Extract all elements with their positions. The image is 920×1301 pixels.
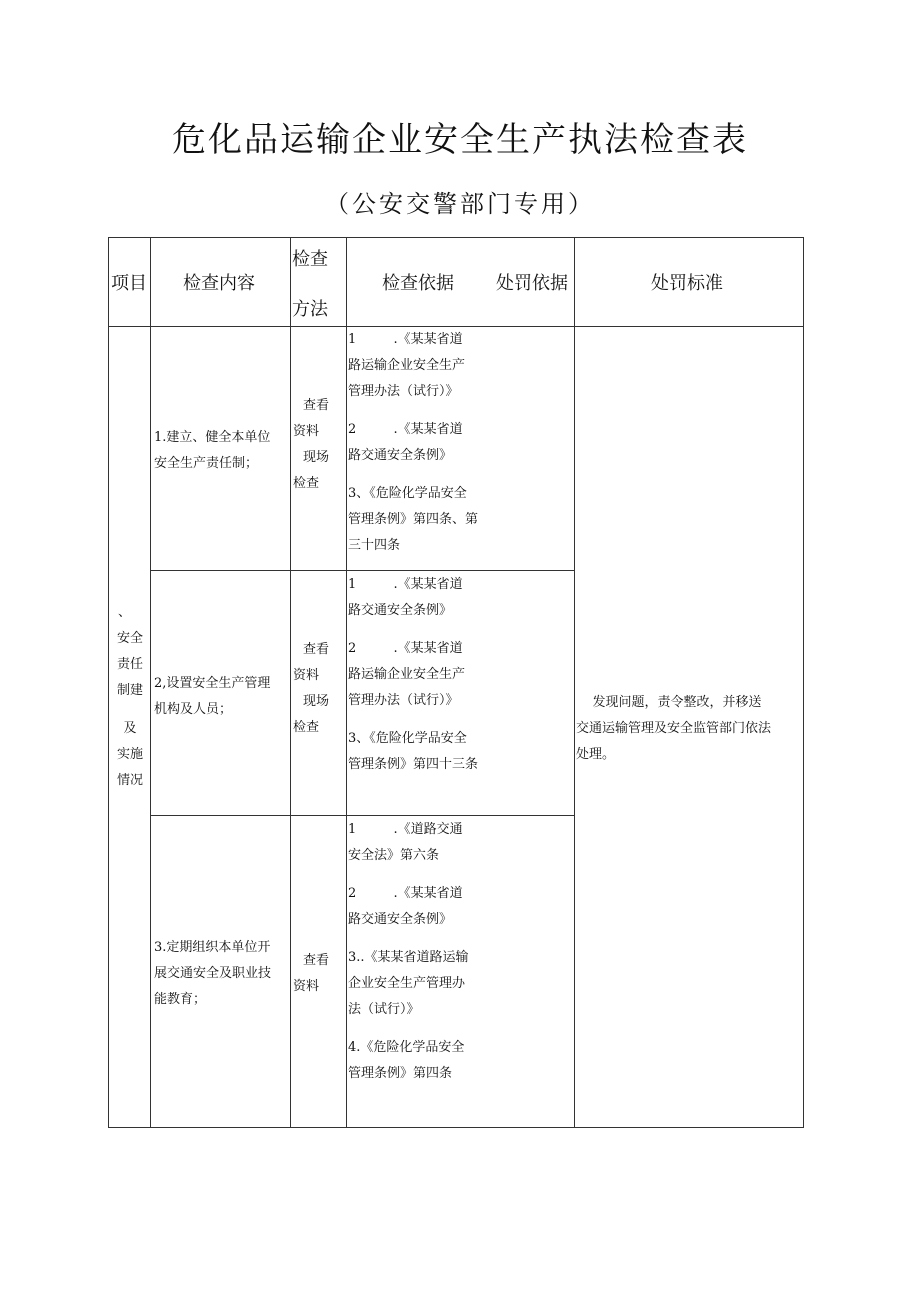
project-line: 及 <box>123 721 137 736</box>
project-line: 实施 <box>116 747 143 762</box>
project-label <box>112 600 148 794</box>
row-3-basis: 1 .《道路交通 安全法》第六条 2 .《某某省道 路交通安全条例》 3..《某某省道路运输 企业安全生产管理办 法（试行）》 4.《危险化学品安全 管理条例》第四条 <box>348 822 469 1081</box>
project-line: 安全 <box>116 631 143 646</box>
header-content: 检查内容 <box>183 273 255 294</box>
project-line: 制建 <box>116 683 143 698</box>
page-subtitle: （公安交警部门专用） <box>325 190 595 218</box>
header-basis: 检查依据 <box>382 273 454 294</box>
row-1-content: 1.建立、健全本单位 安全生产责任制； <box>154 430 271 471</box>
row-1-basis: 1 .《某某省道 路运输企业安全生产 管理办法（试行）》 2 .《某某省道 路交通安全条例》 3、《危险化学品安全 管理条例》第四条、第 三十四条 <box>348 332 479 553</box>
project-line: 情况 <box>116 773 143 788</box>
row-2-content: 2,设置安全生产管理 机构及人员； <box>154 676 271 717</box>
row-2-method: 查看 资料 现场 检查 <box>293 642 330 735</box>
page-title: 危化品运输企业安全生产执法检查表 <box>172 120 748 160</box>
header-project: 项目 <box>111 273 147 294</box>
row-3-method: 查看 资料 <box>293 953 330 994</box>
header-method-line1: 检查 <box>292 249 328 270</box>
project-line: 责任 <box>116 657 143 672</box>
row-1-method: 查看 资料 现场 检查 <box>293 398 330 491</box>
penalty-standard-text: 发现问题，责令整改，并移送 交通运输管理及安全监管部门依法 处理。 <box>576 695 772 762</box>
header-method-line2: 方法 <box>292 299 328 320</box>
project-mark: 、 <box>118 605 132 620</box>
row-2-basis: 1 .《某某省道 路交通安全条例》 2 .《某某省道 路运输企业安全生产 管理办法（试行）》 3、《危险化学品安全 管理条例》第四十三条 <box>348 577 479 772</box>
header-penalty-standard: 处罚标准 <box>651 273 723 294</box>
header-penalty-basis: 处罚依据 <box>496 273 568 294</box>
row-3-content: 3.定期组织本单位开 展交通安全及职业技 能教育； <box>154 940 272 1007</box>
